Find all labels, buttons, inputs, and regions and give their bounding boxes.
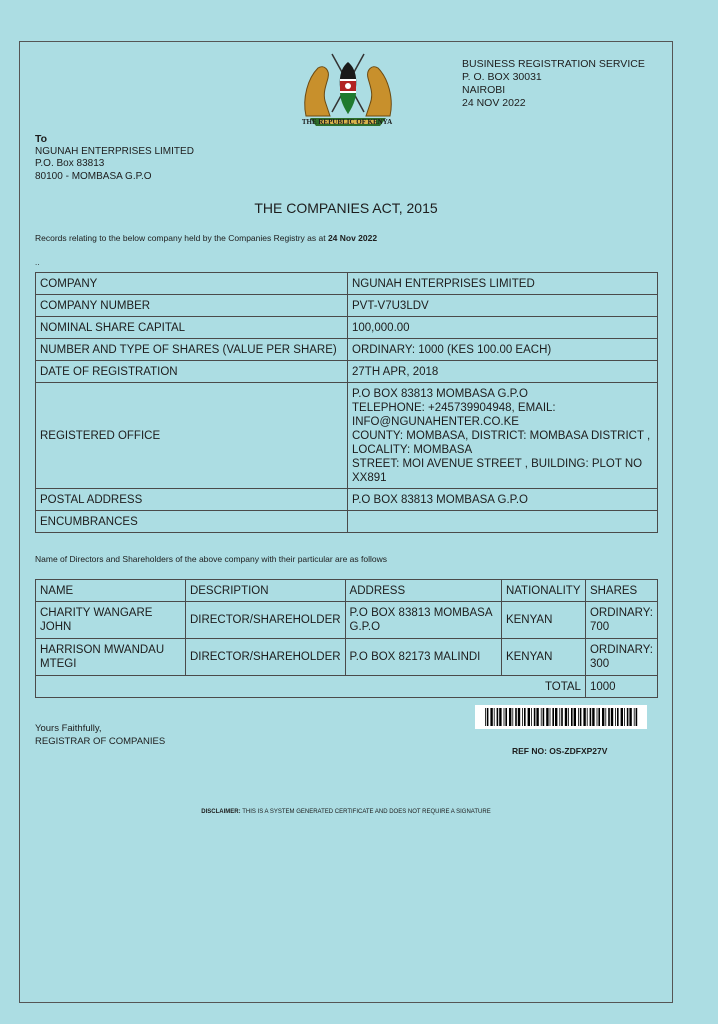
barcode-icon	[475, 705, 647, 729]
director-shares: ORDINARY: 300	[585, 639, 657, 676]
company-details-table	[35, 272, 658, 533]
director-nationality: KENYAN	[501, 602, 585, 639]
issuer-line: BUSINESS REGISTRATION SERVICE	[462, 58, 645, 70]
records-date: 24 Nov 2022	[327, 233, 378, 243]
field-value: NGUNAH ENTERPRISES LIMITED	[348, 273, 658, 295]
director-address: P.O BOX 82173 MALINDI	[345, 639, 501, 676]
records-statement	[35, 233, 377, 243]
director-description: DIRECTOR/SHAREHOLDER	[185, 639, 345, 676]
column-header: NAME	[36, 580, 186, 602]
office-line: LOCALITY: MOMBASA	[352, 443, 473, 456]
table-row	[36, 339, 658, 361]
field-value: 27TH APR, 2018	[348, 361, 658, 383]
field-label: COMPANY	[36, 273, 348, 295]
table-row	[36, 383, 658, 489]
table-row	[36, 273, 658, 295]
table-row	[36, 295, 658, 317]
directors-intro: Name of Directors and Shareholders of the above company with their particular are as follows	[35, 554, 387, 564]
dots: ..	[35, 258, 40, 267]
office-line: TELEPHONE: +245739904948, EMAIL:	[352, 401, 556, 414]
issue-date: 24 NOV 2022	[462, 97, 526, 109]
director-description: DIRECTOR/SHAREHOLDER	[185, 602, 345, 639]
field-value: PVT-V7U3LDV	[348, 295, 658, 317]
signoff-line: REGISTRAR OF COMPANIES	[35, 736, 166, 747]
recipient-line: 80100 - MOMBASA G.P.O	[35, 170, 152, 182]
recipient-line: P.O. Box 83813	[35, 158, 105, 169]
field-label: REGISTERED OFFICE	[36, 383, 348, 489]
table-row	[36, 602, 658, 639]
director-name: HARRISON MWANDAU MTEGI	[36, 639, 186, 676]
office-line: P.O BOX 83813 MOMBASA G.P.O	[352, 387, 528, 400]
field-value	[348, 383, 658, 489]
field-label: COMPANY NUMBER	[36, 295, 348, 317]
table-row	[36, 489, 658, 511]
field-label: DATE OF REGISTRATION	[36, 361, 348, 383]
table-row	[36, 511, 658, 533]
disclaimer-text: THIS IS A SYSTEM GENERATED CERTIFICATE AND DOES NOT REQUIRE A SIGNATURE	[240, 809, 491, 815]
field-value: ORDINARY: 1000 (KES 100.00 EACH)	[348, 339, 658, 361]
records-text: Records relating to the below company held by the Companies Registry as at	[35, 233, 328, 243]
table-header-row	[36, 580, 658, 602]
field-label: ENCUMBRANCES	[36, 511, 348, 533]
issuer-line: P. O. BOX 30031	[462, 71, 542, 83]
column-header: NATIONALITY	[501, 580, 585, 602]
to-label: To	[35, 133, 48, 145]
office-line: INFO@NGUNAHENTER.CO.KE	[352, 415, 519, 428]
recipient-line: NGUNAH ENTERPRISES LIMITED	[35, 145, 194, 157]
table-row	[36, 317, 658, 339]
reference-number: REF NO: OS-ZDFXP27V	[512, 746, 608, 756]
column-header: DESCRIPTION	[185, 580, 345, 602]
director-nationality: KENYAN	[501, 639, 585, 676]
column-header: ADDRESS	[345, 580, 501, 602]
field-label: NUMBER AND TYPE OF SHARES (VALUE PER SHARE)	[36, 339, 348, 361]
office-line: STREET: MOI AVENUE STREET , BUILDING: PLOT NO	[352, 457, 643, 470]
crest-caption: THE REPUBLIC OF KENYA	[301, 118, 393, 126]
director-name: CHARITY WANGARE JOHN	[36, 602, 186, 639]
field-value: P.O BOX 83813 MOMBASA G.P.O	[348, 489, 658, 511]
table-row	[36, 361, 658, 383]
issuer-address	[462, 58, 645, 110]
field-label: POSTAL ADDRESS	[36, 489, 348, 511]
disclaimer-label: DISCLAIMER:	[201, 809, 241, 815]
document-title: THE COMPANIES ACT, 2015	[254, 200, 438, 216]
column-header: SHARES	[585, 580, 657, 602]
field-value: 100,000.00	[348, 317, 658, 339]
total-row	[36, 676, 658, 698]
signoff	[35, 722, 165, 748]
field-label: NOMINAL SHARE CAPITAL	[36, 317, 348, 339]
total-label: TOTAL	[36, 676, 586, 698]
kenya-coat-of-arms-icon	[296, 48, 400, 128]
disclaimer	[0, 809, 692, 815]
total-value: 1000	[585, 676, 657, 698]
signoff-line: Yours Faithfully,	[35, 723, 102, 734]
office-line: XX891	[352, 471, 387, 484]
issuer-line: NAIROBI	[462, 84, 506, 96]
office-line: COUNTY: MOMBASA, DISTRICT: MOMBASA DISTRICT ,	[352, 429, 651, 442]
director-address: P.O BOX 83813 MOMBASA G.P.O	[345, 602, 501, 639]
director-shares: ORDINARY: 700	[585, 602, 657, 639]
recipient-address	[35, 133, 194, 183]
table-row	[36, 639, 658, 676]
field-value	[348, 511, 658, 533]
directors-table	[35, 579, 658, 698]
